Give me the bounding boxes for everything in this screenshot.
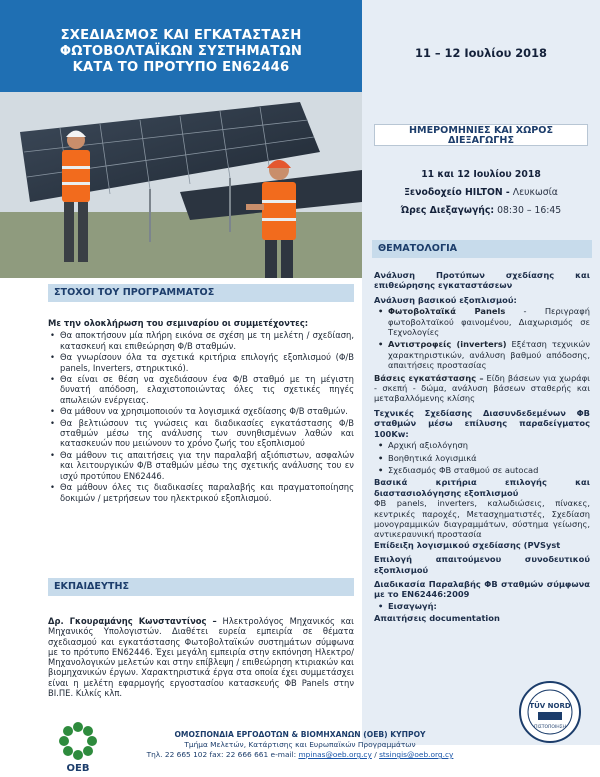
trainer-header: ΕΚΠΑΙΔΕΥΤΗΣ [48,578,354,596]
email-link-1[interactable]: mpinas@oeb.org.cy [298,750,372,759]
title-band [0,0,362,92]
objectives-header: ΣΤΟΧΟΙ ΤΟΥ ΠΡΟΓΡΑΜΜΑΤΟΣ [48,284,354,302]
theme-acceptance-list [374,601,590,611]
list-item: • Θα μάθουν τις απαιτήσεις για την παραλαβή αξιόπιστων, ασφαλών και λειτουργικών Φ/Β σταθμών μέσω της σχετικής ανάλυσης του εν ισχύ προτύπου ΕΝ62446. [48,450,354,481]
theme-criteria-text: ΦΒ panels, inverters, καλωδιώσεις, πίνακες, κεντρικές παροχές, Μετασχηματιστές, Σχεδίαση μονογραμμικών διαγραμμάτων, σύστημα γείωσης, αντικεραυνική προστασία [374,498,590,540]
footer-contact: Τηλ. 22 665 102 fax: 22 666 661 e-mail: mpinas@oeb.org.cy / stsingis@oeb.org.cy [146,750,454,759]
trainer-section [48,616,354,698]
event-venue: Ξενοδοχείο HILTON - [404,187,510,198]
theme-software: Επίδειξη λογισμικού σχεδίασης (PVSyst [374,539,561,550]
event-hours-label: Ώρες Διεξαγωγής: [400,205,495,216]
list-item: • Αρχική αξιολόγηση [374,440,590,450]
event-hours-value: 08:30 – 16:45 [494,205,562,216]
theme-header: ΘΕΜΑΤΟΛΟΓΙΑ [372,240,592,258]
objectives-section [48,318,354,504]
solar-workers-illustration [0,92,362,278]
trainer-name: Δρ. Γκουραμάνης Κωνσταντίνος – [48,616,217,626]
event-details-header [374,124,588,146]
event-header-line-1: ΗΜΕΡΟΜΗΝΙΕΣ ΚΑΙ ΧΩΡΟΣ [409,125,553,136]
theme-criteria-title: Βασικά κριτήρια επιλογής και διαστασιολόγησης εξοπλισμού [374,477,590,498]
event-info [362,166,600,220]
list-item: • Εισαγωγή: [374,601,590,611]
title-line-1: ΣΧΕΔΙΑΣΜΟΣ ΚΑΙ ΕΓΚΑΤΑΣΤΑΣΗ [60,28,302,43]
date-banner: 11 – 12 Ιουλίου 2018 [415,46,547,60]
event-dates: 11 και 12 Ιουλίου 2018 [421,169,541,180]
email-link-2[interactable]: stsingis@oeb.org.cy [379,750,454,759]
theme-design-list [374,440,590,475]
event-city: Λευκωσία [509,187,558,198]
tuv-seal-top-text: TÜV NORD [529,702,571,710]
footer [0,730,600,760]
theme-equipment-title: Ανάλυση βασικού εξοπλισμού: [374,294,517,305]
theme-section [374,270,590,628]
hero-photo [0,92,362,278]
list-item: • Βοηθητικά λογισμικά [374,453,590,463]
title-line-2: ΦΩΤΟΒΟΛΤΑΪΚΩΝ ΣΥΣΤΗΜΑΤΩΝ [59,44,303,59]
list-item: • Θα μάθουν να χρησιμοποιούν τα λογισμικά σχεδίασης Φ/Β σταθμών. [48,406,354,416]
theme-acceptance-title: Διαδικασία Παραλαβής ΦΒ σταθμών σύμφωνα με το ΕΝ62446:2009 [374,578,590,600]
list-item: • Θα βελτιώσουν τις γνώσεις και διαδικασίες εγκατάστασης Φ/Β σταθμών μέσω της ανάλυσης των συνηθισμένων λαθών και κατασκευών που μειώνουν το χρόνο ζωής του εξοπλισμού [48,418,354,449]
footer-department: Τμήμα Μελετών, Κατάρτισης και Ευρωπαϊκών Προγραμμάτων [184,740,416,749]
theme-standards: Ανάλυση Προτύπων σχεδίασης και επιθεώρησης εγκαταστάσεων [374,270,590,291]
objectives-list [48,330,354,503]
list-item: • Θα μάθουν όλες τις διαδικασίες παραλαβής και πραγματοποίησης δοκιμών / μετρήσεων του ηλεκτρικού εξοπλισμού. [48,482,354,503]
theme-accessories: Επιλογή απαιτούμενου συνοδευτικού εξοπλισμού [374,554,590,575]
trainer-bio: Ηλεκτρολόγος Μηχανικός και Μηχανικός Υπολογιστών. Διαθέτει ευρεία εμπειρία σε θέματα σχεδιασμού και εγκατάστασης Φωτοβολταϊκών συστημάτων σύμφωνα με το πρότυπο ΕΝ62446. Έχει μεγάλη εμπειρία στην εκπόνηση Ηλεκτρο/Μηχανολογικών μελετών και στην επίβλεψη / επιθεώρηση κτιριακών και βιομηχανικών έργων. Χαρακτηριστικά έργα στα οποία έχει συμμετάσχει είναι η μελέτη εφαρμογής εργοστασίου κατασκευής ΦΒ Panels στην ΒΙ.ΠΕ. Κιλκίς κλπ. [48,616,355,699]
event-header-line-2: ΔΙΕΞΑΓΩΓΗΣ [448,135,514,146]
list-item: • Αντιστροφείς (inverters) Εξέταση τεχνικών χαρακτηριστικών, ανάλυση βαθμού απόδοσης, απαιτήσεις προστασίας [374,339,590,370]
list-item: • Σχεδιασμός ΦΒ σταθμού σε autocad [374,465,590,475]
list-item: • Θα είναι σε θέση να σχεδιάσουν ένα Φ/Β σταθμό με τη μέγιστη δυνατή απόδοση, ελαχιστοποιώντας όλες τις σχετικές πηγές απωλειών ενέργειας. [48,374,354,405]
theme-documentation: Απαιτήσεις documentation [374,613,500,624]
list-item: • Θα αποκτήσουν μία πλήρη εικόνα σε σχέση με τη μελέτη / σχεδίαση, κατασκευή και επιθεώρηση Φ/Β σταθμών. [48,330,354,351]
footer-org: ΟΜΟΣΠΟΝΔΙΑ ΕΡΓΟΔΟΤΩΝ & ΒΙΟΜΗΧΑΝΩΝ (ΟΕΒ) ΚΥΠΡΟΥ [174,730,426,739]
title-line-3: ΚΑΤΑ ΤΟ ΠΡΟΤΥΠΟ ΕΝ62446 [72,60,290,75]
tuv-seal-bottom-text: ΠΙΣΤΟΠΟΙΗΣΗ [534,725,566,730]
theme-mounts: Βάσεις εγκατάστασης – Είδη βάσεων για χωράφι - σκεπή - δώμα, ανάλυση βάσεων σταθερής και μεταβαλλόμενης κλίσης [374,372,590,404]
oeb-logo-text: ΟΕΒ [66,763,90,773]
list-item: • Θα γνωρίσουν όλα τα σχετικά κριτήρια επιλογής εξοπλισμού (Φ/Β panels, Inverters, στηρικτικό). [48,352,354,373]
theme-design-title: Τεχνικές Σχεδίασης Διασυνδεδεμένων ΦΒ σταθμών μέσω επίλυσης παραδείγματος 100Kw: [374,407,590,439]
objectives-lead: Με την ολοκλήρωση του σεμιναρίου οι συμμετέχοντες: [48,318,309,328]
list-item: • Φωτοβολταϊκά Panels - Περιγραφή φωτοβολταϊκού φαινομένου, Διαχωρισμός σε Τεχνολογίες [374,306,590,337]
theme-equipment-list [374,306,590,370]
